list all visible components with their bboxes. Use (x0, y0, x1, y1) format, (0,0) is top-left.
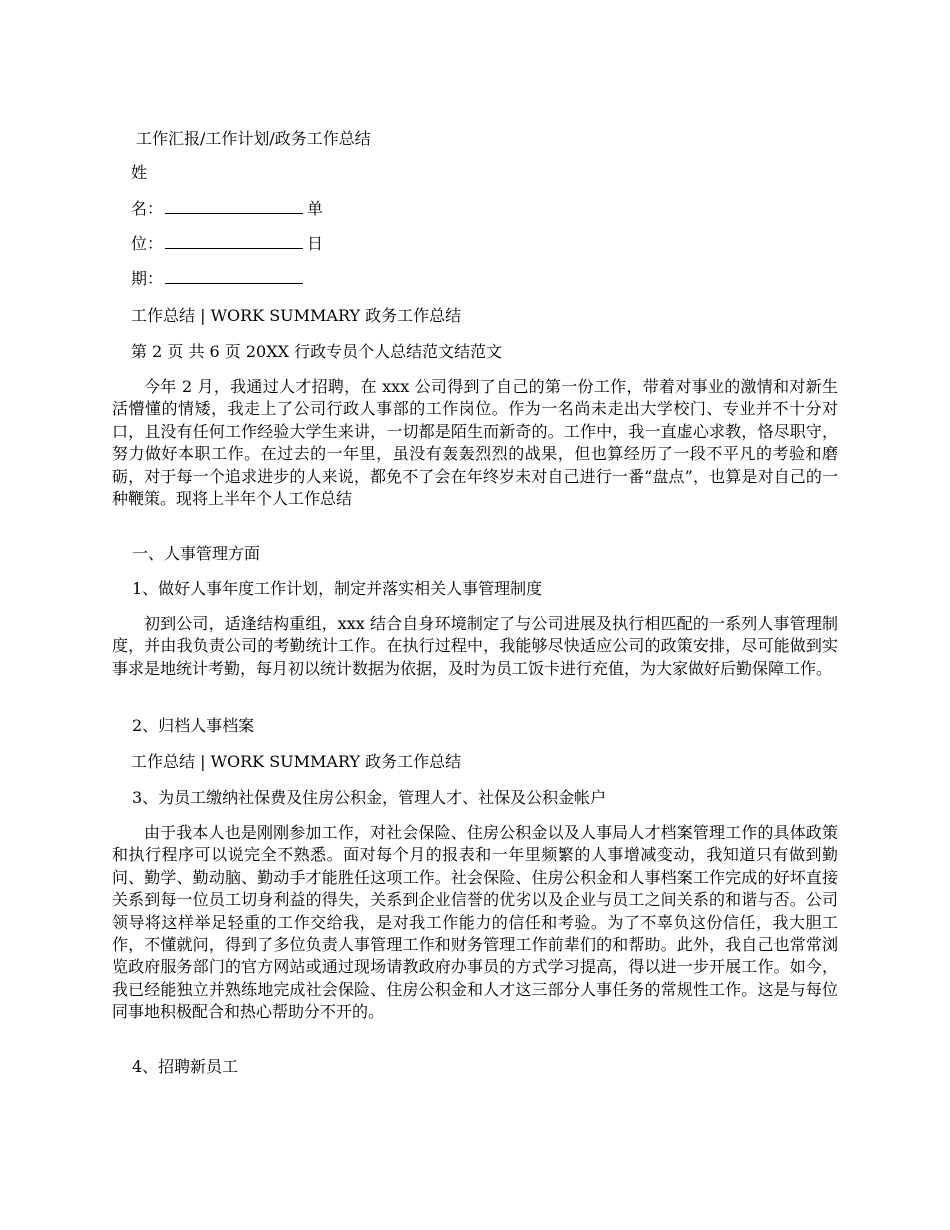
unit-field-line (131, 233, 323, 255)
page-title: 第 2 页 共 6 页 20XX 行政专员个人总结范文结范文 (131, 342, 503, 361)
name-field-line (131, 198, 323, 220)
unit-blank-field (165, 234, 303, 249)
unit-label: 位： (131, 234, 164, 253)
item-heading-1: 1、做好人事年度工作计划，制定并落实相关人事管理制度 (132, 579, 543, 598)
work-summary-banner-2: 工作总结 | WORK SUMMARY 政务工作总结 (131, 752, 462, 771)
date-label: 期： (131, 269, 164, 288)
paragraph-item-3: 由于我本人也是刚刚参加工作，对社会保险、住房公积金以及人事局人才档案管理工作的具体政策和执行程序可以说完全不熟悉。面对每个月的报表和一年里频繁的人事增减变动，我知道只有做到勤问、勤学、勤动脑、勤动手才能胜任这项工作。社会保险、住房公积金和人事档案工作完成的好坏直接关系到每一位员工切身利益的得失，关系到企业信誉的优劣以及企业与员工之间关系的和谐与否。公司领导将这样举足轻重的工作交给我，是对我工作能力的信任和考验。为了不辜负这份信任，我大胆工作，不懂就问，得到了多位负责人事管理工作和财务管理工作前辈们的和帮助。此外，我自己也常常浏览政府服务部门的官方网站或通过现场请教政府办事员的方式学习提高，得以进一步开展工作。如今，我已经能独立并熟练地完成社会保险、住房公积金和人才这三部分人事任务的常规性工作。这是与每位同事地积极配合和热心帮助分不开的。 (112, 823, 838, 1022)
document-category: 工作汇报/工作计划/政务工作总结 (136, 129, 371, 148)
item-heading-3: 3、为员工缴纳社保费及住房公积金，管理人才、社保及公积金帐户 (132, 788, 607, 807)
unit-label-char: 单 (307, 199, 324, 218)
paragraph-item-1: 初到公司，适逢结构重组，xxx 结合自身环境制定了与公司进展及执行相匹配的一系列人事管理制度，并由我负责公司的考勤统计工作。在执行过程中，我能够尽快适应公司的政策安排，尽可能做到实事求是地统计考勤，每月初以统计数据为依据，及时为员工饭卡进行充值，为大家做好后勤保障工作。 (112, 614, 838, 678)
section-heading-hr: 一、人事管理方面 (132, 544, 261, 563)
item-heading-4: 4、招聘新员工 (132, 1057, 239, 1076)
date-label-char: 日 (307, 234, 324, 253)
date-field-line (131, 268, 307, 290)
work-summary-banner: 工作总结 | WORK SUMMARY 政务工作总结 (131, 306, 462, 325)
name-blank-field (165, 199, 303, 214)
intro-paragraph: 今年 2 月，我通过人才招聘，在 xxx 公司得到了自己的第一份工作，带着对事业的激情和对新生活懵懂的情矮，我走上了公司行政人事部的工作岗位。作为一名尚未走出大学校门、专业并不十分对口，且没有任何工作经验大学生来讲，一切都是陌生而新奇的。工作中，我一直虚心求教，恪尽职守，努力做好本职工作。在过去的一年里，虽没有轰轰烈烈的战果，但也算经历了一段不平凡的考验和磨砺，对于每一个追求进步的人来说，都免不了会在年终岁未对自己进行一番“盘点”，也算是对自己的一种鞭策。现将上半年个人工作总结 (112, 377, 838, 509)
name-label-char: 姓 (131, 163, 148, 182)
date-blank-field (165, 269, 303, 284)
item-heading-2: 2、归档人事档案 (132, 716, 255, 735)
name-label: 名： (131, 199, 164, 218)
name-label-line (131, 162, 147, 184)
